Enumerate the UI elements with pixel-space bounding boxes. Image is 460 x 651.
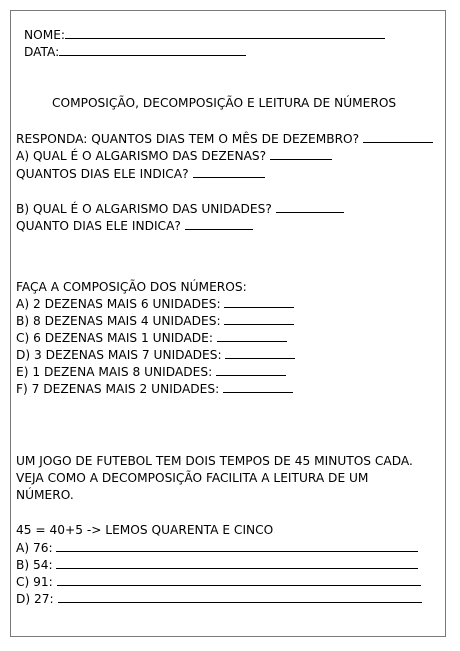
decomposition-example: 45 = 40+5 -> LEMOS QUARENTA E CINCO xyxy=(16,523,274,537)
units-days-answer-field[interactable] xyxy=(185,218,253,230)
date-label: DATA: xyxy=(24,45,60,59)
decomposition-item xyxy=(16,540,418,556)
decomposition-answer-field[interactable] xyxy=(57,574,421,586)
composition-answer-field[interactable] xyxy=(224,296,294,308)
decomposition-item xyxy=(16,591,422,607)
composition-answer-field[interactable] xyxy=(216,364,286,376)
decomposition-answer-field[interactable] xyxy=(56,540,418,552)
composition-item xyxy=(16,381,293,397)
decomposition-item-label: D) 27: xyxy=(16,592,54,606)
composition-item-label: F) 7 DEZENAS MAIS 2 UNIDADES: xyxy=(16,382,220,396)
decomposition-item-label: A) 76: xyxy=(16,541,53,555)
page-title: COMPOSIÇÃO, DECOMPOSIÇÃO E LEITURA DE NÚMEROS xyxy=(52,96,397,110)
name-row xyxy=(24,27,385,43)
football-intro-line: NÚMERO. xyxy=(16,488,74,502)
december-answer-field[interactable] xyxy=(363,131,433,143)
composition-heading: FAÇA A COMPOSIÇÃO DOS NÚMEROS: xyxy=(16,280,247,294)
composition-item-label: B) 8 DEZENAS MAIS 4 UNIDADES: xyxy=(16,314,221,328)
tens-digit-question: A) QUAL É O ALGARISMO DAS DEZENAS? xyxy=(16,149,267,163)
composition-answer-field[interactable] xyxy=(225,347,295,359)
tens-digit-row xyxy=(16,148,332,164)
december-question: RESPONDA: QUANTOS DIAS TEM O MÊS DE DEZEMBRO? xyxy=(16,132,360,146)
tens-days-question: QUANTOS DIAS ELE INDICA? xyxy=(16,167,189,181)
decomposition-item-label: C) 91: xyxy=(16,575,53,589)
date-field[interactable] xyxy=(59,44,246,56)
composition-answer-field[interactable] xyxy=(224,313,294,325)
decomposition-answer-field[interactable] xyxy=(56,557,418,569)
tens-days-row xyxy=(16,166,265,182)
tens-days-answer-field[interactable] xyxy=(193,166,265,178)
date-row xyxy=(24,44,246,60)
composition-item xyxy=(16,313,294,329)
composition-answer-field[interactable] xyxy=(217,330,287,342)
composition-item-label: A) 2 DEZENAS MAIS 6 UNIDADES: xyxy=(16,297,221,311)
units-days-question: QUANTO DIAS ELE INDICA? xyxy=(16,219,181,233)
composition-item xyxy=(16,296,294,312)
units-digit-question: B) QUAL É O ALGARISMO DAS UNIDADES? xyxy=(16,202,272,216)
composition-item-label: E) 1 DEZENA MAIS 8 UNIDADES: xyxy=(16,365,213,379)
football-intro-line: UM JOGO DE FUTEBOL TEM DOIS TEMPOS DE 45 MINUTOS CADA. xyxy=(16,454,413,468)
composition-item-label: D) 3 DEZENAS MAIS 7 UNIDADES: xyxy=(16,348,222,362)
units-digit-row xyxy=(16,201,344,217)
composition-item-label: C) 6 DEZENAS MAIS 1 UNIDADE: xyxy=(16,331,213,345)
units-days-row xyxy=(16,218,253,234)
composition-answer-field[interactable] xyxy=(223,381,293,393)
decomposition-item-label: B) 54: xyxy=(16,558,53,572)
tens-digit-answer-field[interactable] xyxy=(270,148,332,160)
composition-item xyxy=(16,330,287,346)
december-question-row xyxy=(16,131,433,147)
decomposition-answer-field[interactable] xyxy=(58,591,422,603)
composition-item xyxy=(16,347,295,363)
name-field[interactable] xyxy=(65,27,385,39)
composition-item xyxy=(16,364,286,380)
decomposition-item xyxy=(16,574,421,590)
name-label: NOME: xyxy=(24,28,66,42)
football-intro-line: VEJA COMO A DECOMPOSIÇÃO FACILITA A LEITURA DE UM xyxy=(16,471,369,485)
units-digit-answer-field[interactable] xyxy=(276,201,344,213)
decomposition-item xyxy=(16,557,418,573)
